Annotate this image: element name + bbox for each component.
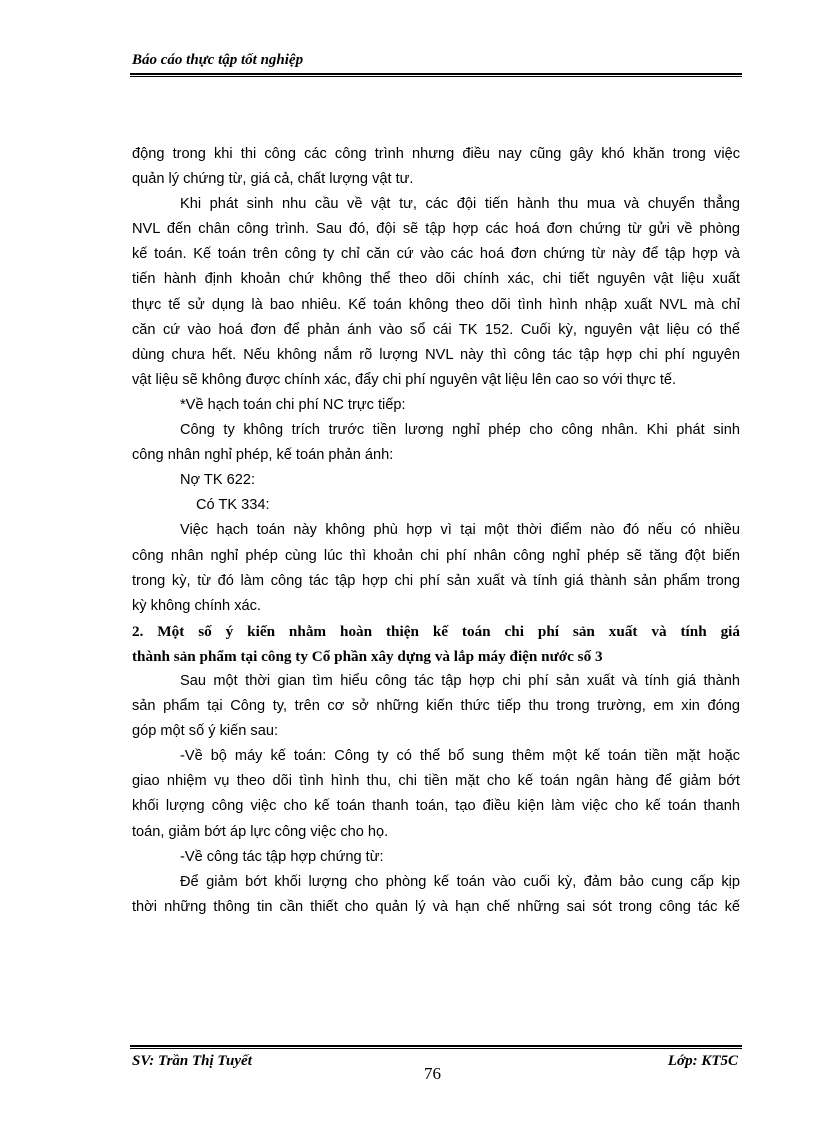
footer-student-name: SV: Trần Thị Tuyết <box>132 1053 252 1069</box>
paragraph-line: thực tế sử dụng là bao nhiêu. Kế toán không theo dõi tình hình nhập xuất NVL mà chỉ <box>132 296 740 313</box>
paragraph-line: căn cứ vào hoá đơn để phản ánh vào sổ cái TK 152. Cuối kỳ, nguyên vật liệu có thể <box>132 321 740 338</box>
paragraph-line: dùng chưa hết. Nếu không nắm rõ lượng NVL này thì công tác tập hợp chi phí nguyên <box>132 346 740 363</box>
paragraph-line: kỳ không chính xác. <box>132 597 261 614</box>
journal-entry-debit: Nợ TK 622: <box>180 472 256 489</box>
header-rule-thin <box>130 76 742 77</box>
paragraph-line: động trong khi thi công các công trình nhưng điều nay cũng gây khó khăn trong việc <box>132 146 740 162</box>
document-header-title: Báo cáo thực tập tốt nghiệp <box>132 52 304 68</box>
header-rule-thick <box>130 73 742 75</box>
paragraph-line: vật liệu sẽ không được chính xác, đẩy chi phí nguyên vật liệu lên cao so với thực tế. <box>132 371 677 388</box>
footer-class: Lớp: KT5C <box>667 1053 738 1069</box>
paragraph-line: khối lượng công việc cho kế toán thanh toán, tạo điều kiện làm việc cho kế toán thanh <box>132 798 740 815</box>
paragraph-line: công nhân nghỉ phép, kế toán phản ánh: <box>132 447 394 464</box>
paragraph-line: tiến hành định khoản chứ không thể theo dõi chính xác, chi tiết nguyên vật liệu xuất <box>132 271 740 288</box>
paragraph-line: -Về công tác tập hợp chứng từ: <box>180 848 384 865</box>
journal-entry-credit: Có TK 334: <box>196 497 270 514</box>
paragraph-line: -Về bộ máy kế toán: Công ty có thể bổ sung thêm một kế toán tiền mặt hoặc <box>180 748 740 765</box>
footer-rule-thick <box>130 1045 742 1047</box>
section-heading: thành sản phẩm tại công ty Cổ phần xây dựng và lắp máy điện nước số 3 <box>132 647 603 665</box>
paragraph-line: Khi phát sinh nhu cầu về vật tư, các đội tiến hành thu mua và chuyển thẳng <box>180 196 740 213</box>
paragraph-line: góp một số ý kiến sau: <box>132 723 279 740</box>
paragraph-line: giao nhiệm vụ theo dõi tình hình thu, chi tiền mặt cho kế toán ngân hàng để giảm bớt <box>132 773 740 790</box>
paragraph-line: thời những thông tin cần thiết cho quản lý và hạn chế những sai sót trong công tác kế <box>132 898 740 915</box>
section-subheading: *Về hạch toán chi phí NC trực tiếp: <box>180 396 406 413</box>
paragraph-line: trong kỳ, từ đó làm công tác tập hợp chi phí sản xuất và tính giá thành sản phẩm trong <box>132 572 740 589</box>
page-number: 76 <box>424 1064 441 1083</box>
document-body <box>132 142 740 920</box>
paragraph-line: công nhân nghỉ phép cùng lúc thì khoản chi phí nhân công nghỉ phép sẽ tăng đột biến <box>132 547 740 564</box>
section-heading: 2. Một số ý kiến nhằm hoàn thiện kế toán chi phí sản xuất và tính giá <box>132 622 740 640</box>
paragraph-line: kế toán. Kế toán trên công ty chỉ căn cứ vào các hoá đơn chứng từ này để tập hợp và <box>132 246 740 263</box>
paragraph-line: Sau một thời gian tìm hiểu công tác tập hợp chi phí sản xuất và tính giá thành <box>180 672 740 689</box>
paragraph-line: Công ty không trích trước tiền lương nghỉ phép cho công nhân. Khi phát sinh <box>180 422 740 439</box>
paragraph-line: quản lý chứng từ, giá cả, chất lượng vật tư. <box>132 171 414 188</box>
paragraph-line: Việc hạch toán này không phù hợp vì tại một thời điểm nào đó nếu có nhiều <box>180 522 740 539</box>
paragraph-line: sản phẩm tại Công ty, trên cơ sở những kiến thức tiếp thu trong trường, em xin đóng <box>132 698 740 715</box>
paragraph-line: toán, giảm bớt áp lực công việc cho họ. <box>132 823 389 840</box>
paragraph-line: NVL đến chân công trình. Sau đó, đội sẽ tập hợp các hoá đơn chứng từ gửi về phòng <box>132 221 740 238</box>
paragraph-line: Để giảm bớt khối lượng cho phòng kế toán vào cuối kỳ, đảm bảo cung cấp kịp <box>180 873 740 890</box>
footer-rule-thin <box>130 1048 742 1049</box>
